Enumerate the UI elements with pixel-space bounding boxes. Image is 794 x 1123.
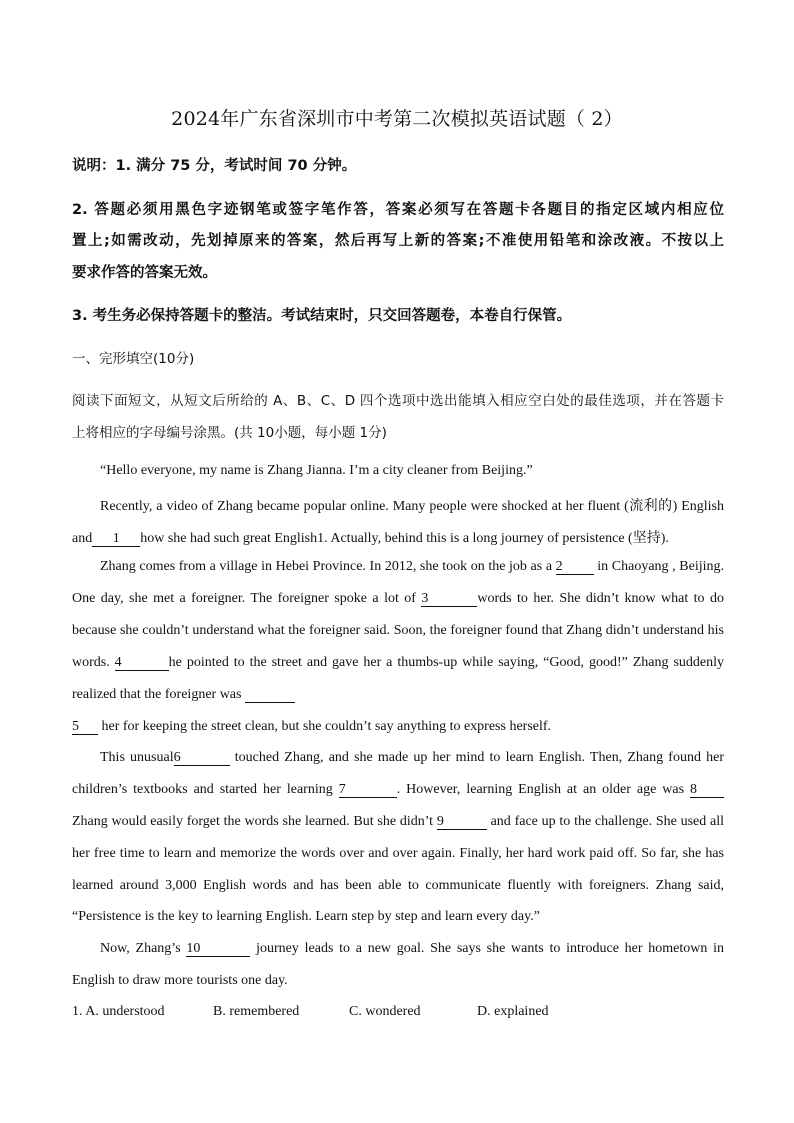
blank-1: 1 [92,531,140,547]
passage-line [72,814,724,830]
note-line-2c: 要求作答的答案无效。 [72,265,217,281]
blank-6: 6 [174,750,230,766]
passage-text: journey leads to a new goal. She says she wants to introduce her hometown in [256,941,725,956]
passage-text: Now, Zhang’s [100,941,181,956]
passage-line [72,655,724,671]
passage-line: because she couldn’t understand what the foreigner said. Soon, the foreigner found that Zhang didn’t understand his [72,623,724,638]
section-instruction-b: 上将相应的字母编号涂黑。(共 10小题，每小题 1分) [72,425,387,441]
blank-5-underline [245,687,295,703]
passage-text: how she had such great English1. Actually, behind this is a long journey of persistence (坚持). [140,531,669,546]
passage-text: words to her. She didn’t know what to do [477,591,724,606]
blank-5: 5 [72,719,98,735]
passage-text: her for keeping the street clean, but she couldn’t say anything to express herself. [101,719,552,734]
passage-line [72,591,724,607]
passage-line [72,719,724,735]
passage-line [100,941,724,957]
passage-text: touched Zhang, and she made up her mind to learn English. Then, Zhang found her [234,750,724,765]
page-title: 2024年广东省深圳市中考第二次模拟英语试题（ 2） [171,108,623,130]
option-1-d: D. explained [477,1004,549,1019]
note-line-3: 3. 考生务必保持答题卡的整洁。考试结束时，只交回答题卷，本卷自行保管。 [72,308,572,324]
passage-line [72,782,724,798]
passage-text: This unusual [100,750,174,765]
passage-text: realized that the foreigner was [72,687,242,702]
passage-text: children’s textbooks and started her learning [72,782,333,797]
passage-text: and [72,531,93,546]
blank-2: 2 [556,559,594,575]
blank-10: 10 [186,941,250,957]
blank-3: 3 [421,591,477,607]
passage-line [100,559,724,575]
passage-line [72,687,724,703]
section-instruction-a: 阅读下面短文，从短文后所给的 A、B、C、D 四个选项中选出能填入相应空白处的最佳选项，并在答题卡 [72,393,724,409]
blank-4: 4 [115,655,169,671]
passage-text: and face up to the challenge. She used all [490,814,725,829]
blank-7: 7 [339,782,397,798]
passage-line: “Hello everyone, my name is Zhang Jianna. I’m a city cleaner from Beijing.” [100,463,533,478]
passage-line: English to draw more tourists one day. [72,973,288,988]
passage-text: words. [72,655,110,670]
passage-line: Recently, a video of Zhang became popular online. Many people were shocked at her fluent (流利的) English [100,499,724,514]
passage-text: in Chaoyang , Beijing. [597,559,724,574]
passage-line: “Persistence is the key to learning English. Learn step by step and learn every day.” [72,909,540,924]
passage-line [100,750,724,766]
blank-8: 8 [690,782,724,798]
passage-line: her free time to learn and memorize the words over and over again. Finally, her hard work paid off. So far, she has [72,846,724,861]
passage-text: One day, she met a foreigner. The foreigner spoke a lot of [72,591,416,606]
blank-9: 9 [437,814,487,830]
passage-text: Zhang would easily forget the words she learned. But she didn’t [72,814,434,829]
option-1-a: 1. A. understood [72,1004,165,1019]
option-1-c: C. wondered [349,1004,421,1019]
note-line-2a: 2. 答题必须用黑色字迹钢笔或签字笔作答，答案必须写在答题卡各题目的指定区域内相应位 [72,202,724,218]
passage-text: he pointed to the street and gave her a thumbs-up while saying, “Good, good!” Zhang suddenly [168,655,725,670]
note-line-1: 说明：1. 满分 75 分，考试时间 70 分钟。 [72,158,357,174]
passage-line [72,527,724,547]
note-line-2b: 置上;如需改动，先划掉原来的答案，然后再写上新的答案;不准使用铅笔和涂改液。不按以上 [72,233,724,249]
option-1-b: B. remembered [213,1004,300,1019]
passage-text: Zhang comes from a village in Hebei Province. In 2012, she took on the job as a [100,559,553,574]
section-heading: 一、完形填空(10分) [72,351,195,367]
passage-text: . However, learning English at an older age was [396,782,685,797]
passage-line: learned around 3,000 English words and has been able to communicate fluently with foreigners. Zhang said, [72,878,724,893]
